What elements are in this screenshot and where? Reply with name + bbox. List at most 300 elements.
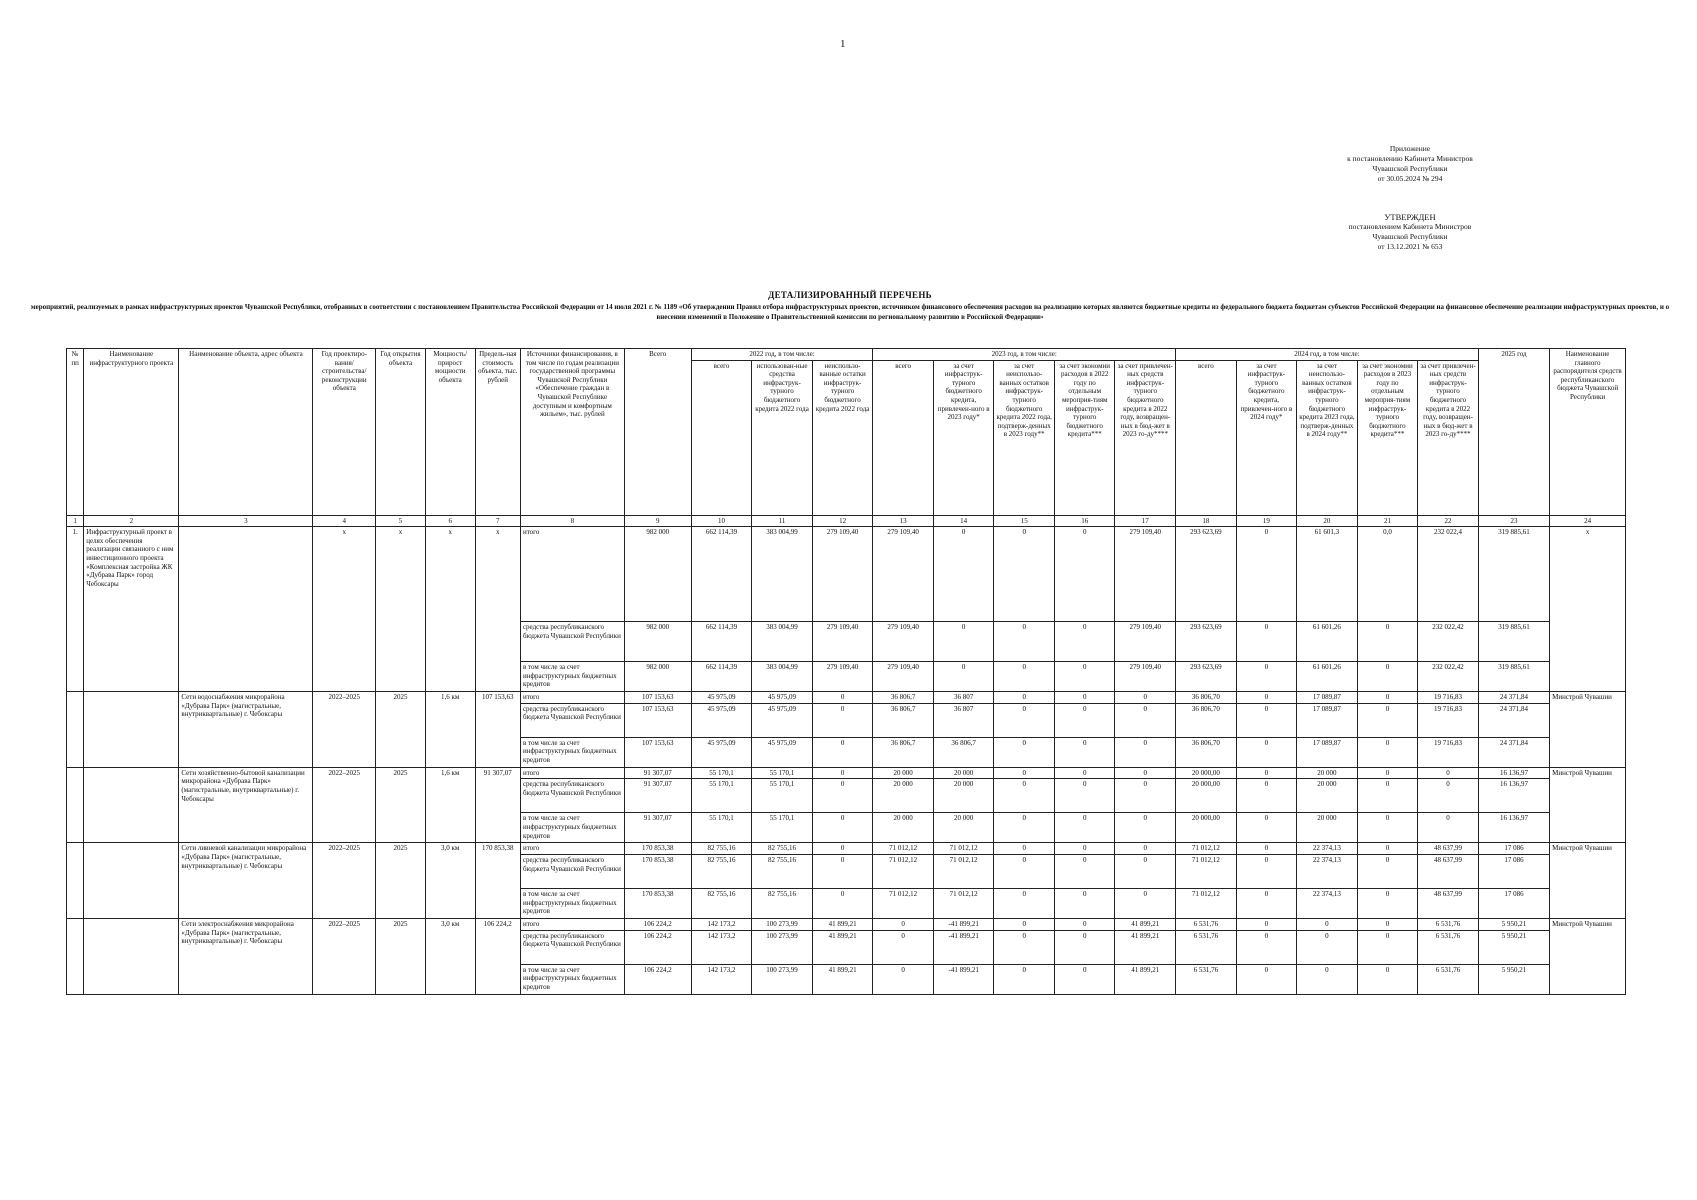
value-cell: 0 bbox=[994, 918, 1055, 930]
value-cell: 106 224,2 bbox=[624, 918, 691, 930]
object-open-year: 2025 bbox=[376, 918, 426, 994]
value-cell: 0 bbox=[1236, 843, 1297, 855]
value-cell: 662 114,39 bbox=[691, 662, 752, 692]
table-row bbox=[67, 918, 1626, 930]
source-label: в том числе за счет инфраструктурных бюджетных кредитов bbox=[520, 662, 624, 692]
value-cell: 36 807 bbox=[933, 703, 994, 737]
value-cell: 0 bbox=[994, 843, 1055, 855]
value-cell: 232 022,42 bbox=[1418, 662, 1479, 692]
header-open-year: Год открытия объекта bbox=[376, 349, 426, 516]
source-label: средства республиканского бюджета Чувашской Республики bbox=[520, 930, 624, 964]
value-cell: 0 bbox=[994, 662, 1055, 692]
object-years: 2022–2025 bbox=[313, 767, 376, 843]
appendix-line: Приложение bbox=[1389, 144, 1431, 153]
header-2023: 2023 год, в том числе: bbox=[873, 349, 1176, 361]
value-cell: 71 012,12 bbox=[1176, 843, 1237, 855]
value-cell: 36 806,7 bbox=[873, 703, 934, 737]
source-label: итого bbox=[520, 527, 624, 622]
value-cell: 0 bbox=[1357, 662, 1418, 692]
value-cell: 383 004,99 bbox=[752, 622, 813, 662]
value-cell: 20 000 bbox=[933, 767, 994, 779]
value-cell: 0 bbox=[1115, 737, 1176, 767]
value-cell: 0 bbox=[933, 622, 994, 662]
value-cell: 0 bbox=[1054, 692, 1115, 704]
value-cell: 20 000 bbox=[873, 813, 934, 843]
value-cell: 293 623,69 bbox=[1176, 622, 1237, 662]
value-cell: 0 bbox=[812, 767, 873, 779]
admin-name: x bbox=[1550, 527, 1626, 692]
value-cell: 6 531,76 bbox=[1418, 918, 1479, 930]
value-cell: 24 371,84 bbox=[1478, 692, 1549, 704]
source-label: в том числе за счет инфраструктурных бюджетных кредитов bbox=[520, 964, 624, 994]
appendix-line: от 30.05.2024 № 294 bbox=[1377, 174, 1443, 183]
value-cell: 0 bbox=[1236, 527, 1297, 622]
value-cell: 107 153,63 bbox=[624, 692, 691, 704]
value-cell: 0 bbox=[1236, 964, 1297, 994]
header-2024: 2024 год, в том числе: bbox=[1176, 349, 1479, 361]
value-cell: 0 bbox=[1054, 888, 1115, 918]
value-cell: 48 637,99 bbox=[1418, 854, 1479, 888]
source-label: итого bbox=[520, 843, 624, 855]
value-cell: 0 bbox=[1236, 622, 1297, 662]
document-subtitle: мероприятий, реализуемых в рамках инфраструктурных проектов Чувашской Республики, отобранных в соответствии с постановлением Правительства Российской Федерации от 14 июля 2021 г. № 1189 «Об утверждении Правил отбора инфраструктурных проектов, источником финансового обеспечения расходов на реализацию которых являются бюджетные кредиты из федерального бюджета бюджетам субъектов Российской Федерации на финансовое обеспечение реализации инфраструктурных проектов, и о внесении изменений в Положение о Правительственной комиссии по региональному развитию в Российской Федерации» bbox=[30, 303, 1670, 321]
row-number bbox=[67, 843, 84, 919]
value-cell: 0 bbox=[1357, 737, 1418, 767]
value-cell: 0 bbox=[1357, 622, 1418, 662]
subheader-2022: всего bbox=[691, 360, 752, 515]
value-cell: 41 899,21 bbox=[812, 918, 873, 930]
object-name bbox=[179, 527, 313, 692]
value-cell: 41 899,21 bbox=[1115, 964, 1176, 994]
subheader-2023: всего bbox=[873, 360, 934, 515]
value-cell: -41 899,21 bbox=[933, 930, 994, 964]
value-cell: 662 114,39 bbox=[691, 622, 752, 662]
value-cell: 0 bbox=[933, 527, 994, 622]
header-project: Наименование инфраструктурного проекта bbox=[84, 349, 179, 516]
source-label: средства республиканского бюджета Чувашской Республики bbox=[520, 854, 624, 888]
value-cell: 0 bbox=[1357, 767, 1418, 779]
column-number: 20 bbox=[1297, 515, 1358, 527]
value-cell: 16 136,97 bbox=[1478, 813, 1549, 843]
subheader-2024: за счет привлечен-ных средств инфраструк-турного бюджетного кредита в 2022 году, возвращен-ных в бюд-жет в 2023 го-ду**** bbox=[1418, 360, 1479, 515]
table-row bbox=[67, 692, 1626, 704]
value-cell: 45 975,09 bbox=[752, 737, 813, 767]
value-cell: 100 273,99 bbox=[752, 918, 813, 930]
object-years: x bbox=[313, 527, 376, 692]
value-cell: 36 806,7 bbox=[933, 737, 994, 767]
value-cell: 0 bbox=[1054, 813, 1115, 843]
value-cell: 0 bbox=[1357, 703, 1418, 737]
value-cell: 982 000 bbox=[624, 527, 691, 622]
value-cell: 982 000 bbox=[624, 622, 691, 662]
value-cell: 0 bbox=[1357, 930, 1418, 964]
object-name: Сети электроснабжения микрорайона «Дубрава Парк» (магистральные, внутриквартальные) г. Чебоксары bbox=[179, 918, 313, 994]
source-label: средства республиканского бюджета Чувашской Республики bbox=[520, 622, 624, 662]
value-cell: 0 bbox=[1236, 737, 1297, 767]
value-cell: 6 531,76 bbox=[1176, 930, 1237, 964]
project-name bbox=[84, 918, 179, 994]
value-cell: 0 bbox=[994, 737, 1055, 767]
value-cell: 0 bbox=[1236, 888, 1297, 918]
project-name bbox=[84, 692, 179, 768]
value-cell: 0 bbox=[1054, 854, 1115, 888]
value-cell: 279 109,40 bbox=[1115, 662, 1176, 692]
value-cell: 279 109,40 bbox=[1115, 527, 1176, 622]
value-cell: 0 bbox=[1115, 854, 1176, 888]
value-cell: 82 755,16 bbox=[752, 843, 813, 855]
value-cell: 71 012,12 bbox=[933, 843, 994, 855]
approved-block bbox=[1290, 212, 1530, 252]
value-cell: 0 bbox=[873, 964, 934, 994]
value-cell: 0 bbox=[994, 813, 1055, 843]
column-number: 7 bbox=[475, 515, 520, 527]
value-cell: 0 bbox=[812, 779, 873, 813]
value-cell: 0 bbox=[812, 854, 873, 888]
value-cell: 0 bbox=[1297, 964, 1358, 994]
object-capacity: 1,6 км bbox=[425, 692, 475, 768]
value-cell: 232 022,4 bbox=[1418, 527, 1479, 622]
admin-name: Минстрой Чувашии bbox=[1550, 843, 1626, 919]
source-label: итого bbox=[520, 918, 624, 930]
value-cell: 0 bbox=[1297, 930, 1358, 964]
approved-line: постановлением Кабинета Министров bbox=[1348, 222, 1472, 231]
value-cell: 36 807 bbox=[933, 692, 994, 704]
value-cell: 100 273,99 bbox=[752, 930, 813, 964]
document-title: ДЕТАЛИЗИРОВАННЫЙ ПЕРЕЧЕНЬ bbox=[768, 290, 932, 300]
value-cell: 16 136,97 bbox=[1478, 779, 1549, 813]
value-cell: 0,0 bbox=[1357, 527, 1418, 622]
value-cell: 0 bbox=[1054, 918, 1115, 930]
value-cell: 0 bbox=[812, 703, 873, 737]
value-cell: 0 bbox=[812, 692, 873, 704]
appendix-block bbox=[1290, 144, 1530, 184]
value-cell: 0 bbox=[994, 767, 1055, 779]
value-cell: 0 bbox=[1115, 888, 1176, 918]
value-cell: 0 bbox=[812, 813, 873, 843]
value-cell: 170 853,38 bbox=[624, 888, 691, 918]
column-number: 10 bbox=[691, 515, 752, 527]
header-total: Всего bbox=[624, 349, 691, 516]
value-cell: 0 bbox=[1115, 813, 1176, 843]
value-cell: 232 022,42 bbox=[1418, 622, 1479, 662]
value-cell: 0 bbox=[1418, 779, 1479, 813]
column-number: 13 bbox=[873, 515, 934, 527]
appendix-line: к постановлению Кабинета Министров bbox=[1347, 154, 1473, 163]
subheader-2023: за счет инфраструк-турного бюджетного кредита, привлечен-ного в 2023 году* bbox=[933, 360, 994, 515]
column-number: 19 bbox=[1236, 515, 1297, 527]
object-capacity: 3,0 км bbox=[425, 918, 475, 994]
value-cell: 82 755,16 bbox=[752, 854, 813, 888]
header-years: Год проектиро-вания/ строительства/ реконструкции объекта bbox=[313, 349, 376, 516]
value-cell: 71 012,12 bbox=[873, 854, 934, 888]
project-name bbox=[84, 843, 179, 919]
value-cell: 20 000,00 bbox=[1176, 813, 1237, 843]
column-number: 14 bbox=[933, 515, 994, 527]
value-cell: 6 531,76 bbox=[1418, 930, 1479, 964]
value-cell: 0 bbox=[994, 930, 1055, 964]
value-cell: 279 109,40 bbox=[812, 622, 873, 662]
table-row bbox=[67, 767, 1626, 779]
value-cell: 0 bbox=[1054, 930, 1115, 964]
value-cell: 71 012,12 bbox=[933, 888, 994, 918]
value-cell: 91 307,07 bbox=[624, 813, 691, 843]
value-cell: 0 bbox=[1115, 767, 1176, 779]
value-cell: 0 bbox=[812, 737, 873, 767]
value-cell: 0 bbox=[1357, 854, 1418, 888]
value-cell: 107 153,63 bbox=[624, 703, 691, 737]
value-cell: 5 950,21 bbox=[1478, 930, 1549, 964]
value-cell: 48 637,99 bbox=[1418, 843, 1479, 855]
appendix-line: Чувашской Республики bbox=[1372, 164, 1448, 173]
value-cell: 91 307,07 bbox=[624, 767, 691, 779]
detail-table bbox=[66, 348, 1626, 995]
value-cell: 0 bbox=[994, 692, 1055, 704]
object-capacity: x bbox=[425, 527, 475, 692]
value-cell: 982 000 bbox=[624, 662, 691, 692]
header-capacity: Мощность/ прирост мощности объекта bbox=[425, 349, 475, 516]
value-cell: 91 307,07 bbox=[624, 779, 691, 813]
header-2022: 2022 год, в том числе: bbox=[691, 349, 873, 361]
value-cell: 107 153,63 bbox=[624, 737, 691, 767]
value-cell: 319 885,61 bbox=[1478, 527, 1549, 622]
value-cell: 20 000 bbox=[1297, 813, 1358, 843]
value-cell: 0 bbox=[1357, 964, 1418, 994]
value-cell: 82 755,16 bbox=[752, 888, 813, 918]
value-cell: 293 623,69 bbox=[1176, 527, 1237, 622]
value-cell: 41 899,21 bbox=[812, 930, 873, 964]
value-cell: 20 000 bbox=[1297, 767, 1358, 779]
value-cell: 0 bbox=[933, 662, 994, 692]
value-cell: 279 109,40 bbox=[873, 662, 934, 692]
object-years: 2022–2025 bbox=[313, 843, 376, 919]
value-cell: 17 086 bbox=[1478, 843, 1549, 855]
value-cell: 45 975,09 bbox=[691, 703, 752, 737]
value-cell: 0 bbox=[1054, 662, 1115, 692]
value-cell: 55 170,1 bbox=[752, 767, 813, 779]
value-cell: 45 975,09 bbox=[752, 692, 813, 704]
value-cell: 0 bbox=[812, 843, 873, 855]
value-cell: 19 716,83 bbox=[1418, 703, 1479, 737]
column-number: 1 bbox=[67, 515, 84, 527]
value-cell: 6 531,76 bbox=[1176, 918, 1237, 930]
column-number: 11 bbox=[752, 515, 813, 527]
object-name: Сети ливневой канализации микрорайона «Дубрава Парк» (магистральные, внутриквартальные) г. Чебоксары bbox=[179, 843, 313, 919]
value-cell: 24 371,84 bbox=[1478, 703, 1549, 737]
value-cell: 20 000,00 bbox=[1176, 779, 1237, 813]
value-cell: 383 004,99 bbox=[752, 527, 813, 622]
value-cell: 0 bbox=[1054, 779, 1115, 813]
object-open-year: 2025 bbox=[376, 843, 426, 919]
value-cell: 36 806,70 bbox=[1176, 703, 1237, 737]
object-limit-cost: 170 853,38 bbox=[475, 843, 520, 919]
value-cell: 20 000 bbox=[933, 813, 994, 843]
column-number: 5 bbox=[376, 515, 426, 527]
approved-line: от 13.12.2021 № 653 bbox=[1377, 242, 1443, 251]
value-cell: 0 bbox=[1054, 767, 1115, 779]
value-cell: 24 371,84 bbox=[1478, 737, 1549, 767]
column-number: 9 bbox=[624, 515, 691, 527]
table-row bbox=[67, 527, 1626, 622]
value-cell: 279 109,40 bbox=[812, 527, 873, 622]
project-name: Инфраструктурный проект в целях обеспечения реализации связанного с ним инвестиционного проекта «Комплексная застройка ЖК «Дубрава Парк» город Чебоксары bbox=[84, 527, 179, 692]
column-number: 3 bbox=[179, 515, 313, 527]
page-number: 1 bbox=[840, 38, 846, 50]
value-cell: 5 950,21 bbox=[1478, 918, 1549, 930]
value-cell: 0 bbox=[1054, 622, 1115, 662]
value-cell: 293 623,69 bbox=[1176, 662, 1237, 692]
value-cell: 5 950,21 bbox=[1478, 964, 1549, 994]
value-cell: 170 853,38 bbox=[624, 843, 691, 855]
value-cell: 71 012,12 bbox=[933, 854, 994, 888]
value-cell: 48 637,99 bbox=[1418, 888, 1479, 918]
value-cell: 45 975,09 bbox=[691, 737, 752, 767]
value-cell: 36 806,7 bbox=[873, 692, 934, 704]
column-number: 22 bbox=[1418, 515, 1479, 527]
value-cell: 0 bbox=[1236, 662, 1297, 692]
value-cell: 279 109,40 bbox=[1115, 622, 1176, 662]
value-cell: 0 bbox=[1054, 527, 1115, 622]
object-capacity: 3,0 км bbox=[425, 843, 475, 919]
value-cell: 16 136,97 bbox=[1478, 767, 1549, 779]
value-cell: 82 755,16 bbox=[691, 843, 752, 855]
value-cell: 0 bbox=[1236, 779, 1297, 813]
value-cell: 0 bbox=[994, 854, 1055, 888]
value-cell: 17 089,87 bbox=[1297, 692, 1358, 704]
value-cell: 319 885,61 bbox=[1478, 622, 1549, 662]
value-cell: 17 086 bbox=[1478, 854, 1549, 888]
document-title-block bbox=[20, 290, 1680, 322]
value-cell: 0 bbox=[1054, 964, 1115, 994]
object-years: 2022–2025 bbox=[313, 692, 376, 768]
value-cell: 41 899,21 bbox=[1115, 930, 1176, 964]
value-cell: 22 374,13 bbox=[1297, 888, 1358, 918]
row-number bbox=[67, 918, 84, 994]
value-cell: 279 109,40 bbox=[873, 622, 934, 662]
column-number: 23 bbox=[1478, 515, 1549, 527]
value-cell: 0 bbox=[1357, 918, 1418, 930]
value-cell: 20 000 bbox=[873, 767, 934, 779]
object-limit-cost: 91 307,07 bbox=[475, 767, 520, 843]
value-cell: 0 bbox=[1236, 813, 1297, 843]
header-2025: 2025 год bbox=[1478, 349, 1549, 516]
value-cell: 82 755,16 bbox=[691, 854, 752, 888]
value-cell: 82 755,16 bbox=[691, 888, 752, 918]
header-object: Наименование объекта, адрес объекта bbox=[179, 349, 313, 516]
value-cell: 6 531,76 bbox=[1176, 964, 1237, 994]
value-cell: 71 012,12 bbox=[1176, 888, 1237, 918]
value-cell: 41 899,21 bbox=[1115, 918, 1176, 930]
approved-line: Чувашской Республики bbox=[1372, 232, 1448, 241]
object-open-year: x bbox=[376, 527, 426, 692]
column-number: 6 bbox=[425, 515, 475, 527]
value-cell: 0 bbox=[994, 888, 1055, 918]
value-cell: 142 173,2 bbox=[691, 918, 752, 930]
row-number bbox=[67, 767, 84, 843]
value-cell: 0 bbox=[873, 918, 934, 930]
subheader-2023: за счет экономии расходов в 2022 году по отдельным мероприя-тиям инфраструк-турного бюджетного кредита*** bbox=[1054, 360, 1115, 515]
value-cell: 41 899,21 bbox=[812, 964, 873, 994]
value-cell: 0 bbox=[1054, 737, 1115, 767]
source-label: итого bbox=[520, 692, 624, 704]
value-cell: 22 374,13 bbox=[1297, 843, 1358, 855]
value-cell: -41 899,21 bbox=[933, 964, 994, 994]
value-cell: 0 bbox=[1236, 767, 1297, 779]
subheader-2022: неиспользо-ванные остатки инфраструк-турного бюджетного кредита 2022 года bbox=[812, 360, 873, 515]
approved-title: УТВЕРЖДЕН bbox=[1384, 212, 1436, 222]
value-cell: 106 224,2 bbox=[624, 930, 691, 964]
value-cell: 17 089,87 bbox=[1297, 737, 1358, 767]
value-cell: 0 bbox=[1115, 843, 1176, 855]
subheader-2022: использован-ные средства инфраструк-турного бюджетного кредита 2022 года bbox=[752, 360, 813, 515]
column-number: 18 bbox=[1176, 515, 1237, 527]
header-limit-cost: Предель-ная стоимость объекта, тыс. рублей bbox=[475, 349, 520, 516]
source-label: средства республиканского бюджета Чувашской Республики bbox=[520, 779, 624, 813]
value-cell: 71 012,12 bbox=[873, 843, 934, 855]
object-limit-cost: x bbox=[475, 527, 520, 692]
source-label: итого bbox=[520, 767, 624, 779]
value-cell: 17 089,87 bbox=[1297, 703, 1358, 737]
value-cell: 55 170,1 bbox=[691, 813, 752, 843]
source-label: средства республиканского бюджета Чувашской Республики bbox=[520, 703, 624, 737]
subheader-2024: за счет инфраструк-турного бюджетного кредита, привлечен-ного в 2024 году* bbox=[1236, 360, 1297, 515]
value-cell: 55 170,1 bbox=[752, 779, 813, 813]
value-cell: 55 170,1 bbox=[691, 779, 752, 813]
value-cell: 106 224,2 bbox=[624, 964, 691, 994]
value-cell: 71 012,12 bbox=[873, 888, 934, 918]
value-cell: 279 109,40 bbox=[812, 662, 873, 692]
column-number: 16 bbox=[1054, 515, 1115, 527]
value-cell: 0 bbox=[1357, 692, 1418, 704]
value-cell: 36 806,70 bbox=[1176, 692, 1237, 704]
table-body bbox=[67, 515, 1626, 994]
value-cell: 71 012,12 bbox=[1176, 854, 1237, 888]
value-cell: 0 bbox=[1357, 843, 1418, 855]
column-number: 21 bbox=[1357, 515, 1418, 527]
value-cell: 0 bbox=[1418, 767, 1479, 779]
value-cell: 0 bbox=[1418, 813, 1479, 843]
project-name bbox=[84, 767, 179, 843]
admin-name: Минстрой Чувашии bbox=[1550, 692, 1626, 768]
column-number: 15 bbox=[994, 515, 1055, 527]
value-cell: 6 531,76 bbox=[1418, 964, 1479, 994]
column-number: 2 bbox=[84, 515, 179, 527]
value-cell: 55 170,1 bbox=[691, 767, 752, 779]
value-cell: 20 000,00 bbox=[1176, 767, 1237, 779]
value-cell: 0 bbox=[1236, 930, 1297, 964]
value-cell: 0 bbox=[994, 527, 1055, 622]
object-years: 2022–2025 bbox=[313, 918, 376, 994]
value-cell: 0 bbox=[1236, 854, 1297, 888]
value-cell: 0 bbox=[1236, 692, 1297, 704]
subheader-2024: за счет неиспользо-ванных остатков инфраструк-турного бюджетного кредита 2023 года, подтверж-денных в 2024 году** bbox=[1297, 360, 1358, 515]
value-cell: 0 bbox=[1115, 703, 1176, 737]
value-cell: 22 374,13 bbox=[1297, 854, 1358, 888]
value-cell: 61 601,26 bbox=[1297, 622, 1358, 662]
value-cell: 0 bbox=[994, 703, 1055, 737]
row-number: 1. bbox=[67, 527, 84, 692]
object-open-year: 2025 bbox=[376, 767, 426, 843]
admin-name: Минстрой Чувашии bbox=[1550, 767, 1626, 843]
value-cell: 0 bbox=[1115, 692, 1176, 704]
value-cell: 319 885,61 bbox=[1478, 662, 1549, 692]
subheader-2024: за счет экономии расходов в 2023 году по отдельным мероприя-тиям инфраструк-турного бюджетного кредита*** bbox=[1357, 360, 1418, 515]
value-cell: 0 bbox=[1236, 918, 1297, 930]
object-limit-cost: 107 153,63 bbox=[475, 692, 520, 768]
source-label: в том числе за счет инфраструктурных бюджетных кредитов bbox=[520, 813, 624, 843]
value-cell: 0 bbox=[873, 930, 934, 964]
value-cell: 170 853,38 bbox=[624, 854, 691, 888]
value-cell: 0 bbox=[994, 622, 1055, 662]
